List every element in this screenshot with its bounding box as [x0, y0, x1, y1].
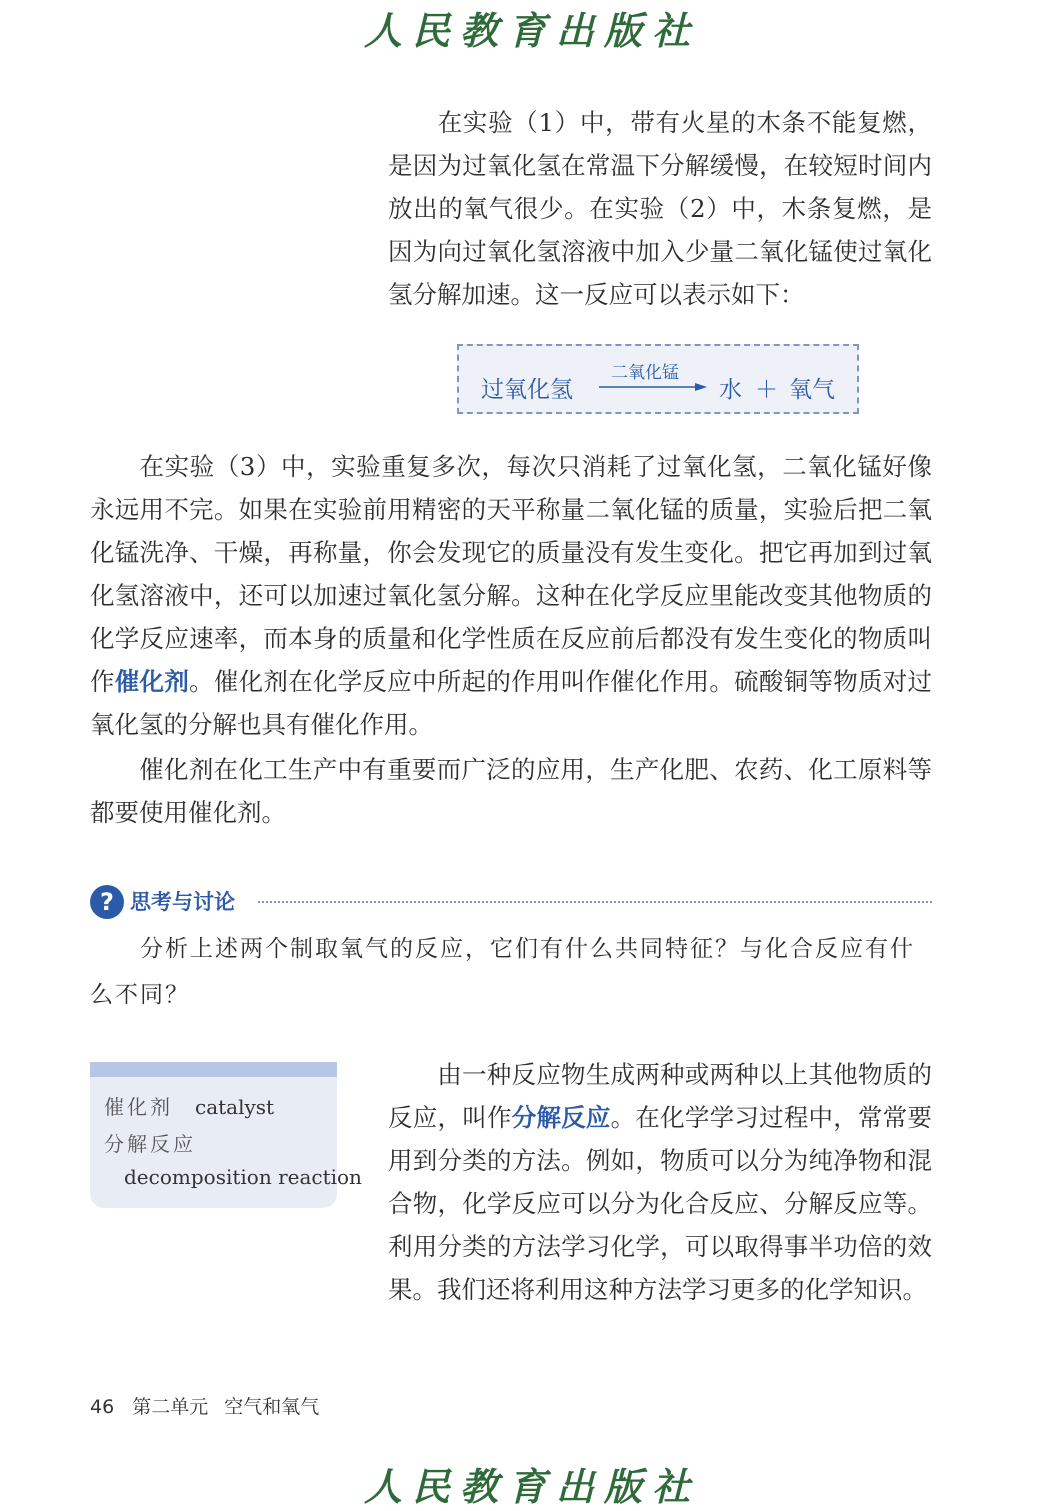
vocab-term-cn: 催化剂: [104, 1095, 173, 1119]
discussion-title: 思考与讨论: [130, 890, 235, 914]
question-icon: ?: [90, 885, 124, 919]
reaction-equation-box: [457, 344, 859, 414]
vocab-entry-decomposition-en: [124, 1165, 362, 1189]
vocab-entry-decomposition-cn: [104, 1128, 196, 1157]
equation-plus: ＋: [755, 377, 778, 403]
vocab-term-en: decomposition reaction: [124, 1165, 362, 1189]
page-number: 46: [90, 1396, 115, 1418]
paragraph-text: 在实验（1）中，带有火星的木条不能复燃，是因为过氧化氢在常温下分解缓慢，在较短时间内放出的氧气很少。在实验（2）中，木条复燃，是因为向过氧化氢溶液中加入少量二氧化锰使过氧化氢分解加速。这一反应可以表示如下：: [388, 108, 932, 309]
unit-title: 第二单元: [132, 1396, 209, 1418]
paragraph-text: 。在化学学习过程中，常常要用到分类的方法。例如，物质可以分为纯净物和混合物，化学反应可以分为化合反应、分解反应等。利用分类的方法学习化学，可以取得事半功倍的效果。我们还将利用这种方法学习更多的化学知识。: [388, 1103, 933, 1304]
paragraph-catalyst-application: [90, 748, 932, 834]
paragraph-text: 催化剂在化工生产中有重要而广泛的应用，生产化肥、农药、化工原料等都要使用催化剂。: [90, 755, 932, 827]
page-footer: [90, 1392, 319, 1419]
equation-catalyst: 二氧化锰: [611, 363, 679, 383]
vocabulary-header-bar: [90, 1062, 337, 1077]
reaction-arrow-icon: [599, 382, 707, 392]
discussion-question: [90, 926, 932, 1018]
term-decomposition-reaction: 分解反应: [511, 1103, 611, 1132]
equation-product-water: 水: [719, 377, 742, 403]
equation-product-oxygen: 氧气: [789, 377, 835, 403]
term-catalyst: 催化剂: [114, 667, 190, 696]
paragraph-decomposition-definition: [388, 1053, 932, 1311]
vocab-entry-catalyst: [104, 1091, 274, 1120]
publisher-logo-bottom: 人民教育出版社: [363, 1464, 700, 1509]
equation-reactant: 过氧化氢: [481, 377, 573, 403]
paragraph-text: 。催化剂在化学反应中所起的作用叫作催化作用。硫酸铜等物质对过氧化氢的分解也具有催化作用。: [90, 667, 933, 739]
vocab-term-en: catalyst: [195, 1095, 275, 1119]
dotted-divider: [258, 901, 932, 903]
vocab-term-cn: 分解反应: [104, 1132, 196, 1156]
paragraph-text: 在实验（3）中，实验重复多次，每次只消耗了过氧化氢，二氧化锰好像永远用不完。如果在实验前用精密的天平称量二氧化锰的质量，实验后把二氧化锰洗净、干燥，再称量，你会发现它的质量没有发生变化。把它再加到过氧化氢溶液中，还可以加速过氧化氢分解。这种在化学反应里能改变其他物质的化学反应速率，而本身的质量和化学性质在反应前后都没有发生变化的物质叫作: [90, 452, 932, 696]
chapter-title: 空气和氧气: [224, 1396, 320, 1418]
paragraph-text: 由一种反应物生成两种或两种以上其他物质的反应，叫作: [388, 1060, 932, 1132]
discussion-text: 分析上述两个制取氧气的反应，它们有什么共同特征？与化合反应有什么不同？: [90, 936, 915, 1008]
paragraph-experiment-1-2: [388, 101, 932, 316]
publisher-logo-top: 人民教育出版社: [363, 8, 700, 53]
discussion-header: [90, 882, 932, 922]
paragraph-catalyst-definition: [90, 445, 932, 746]
vocabulary-box: [90, 1062, 362, 1208]
